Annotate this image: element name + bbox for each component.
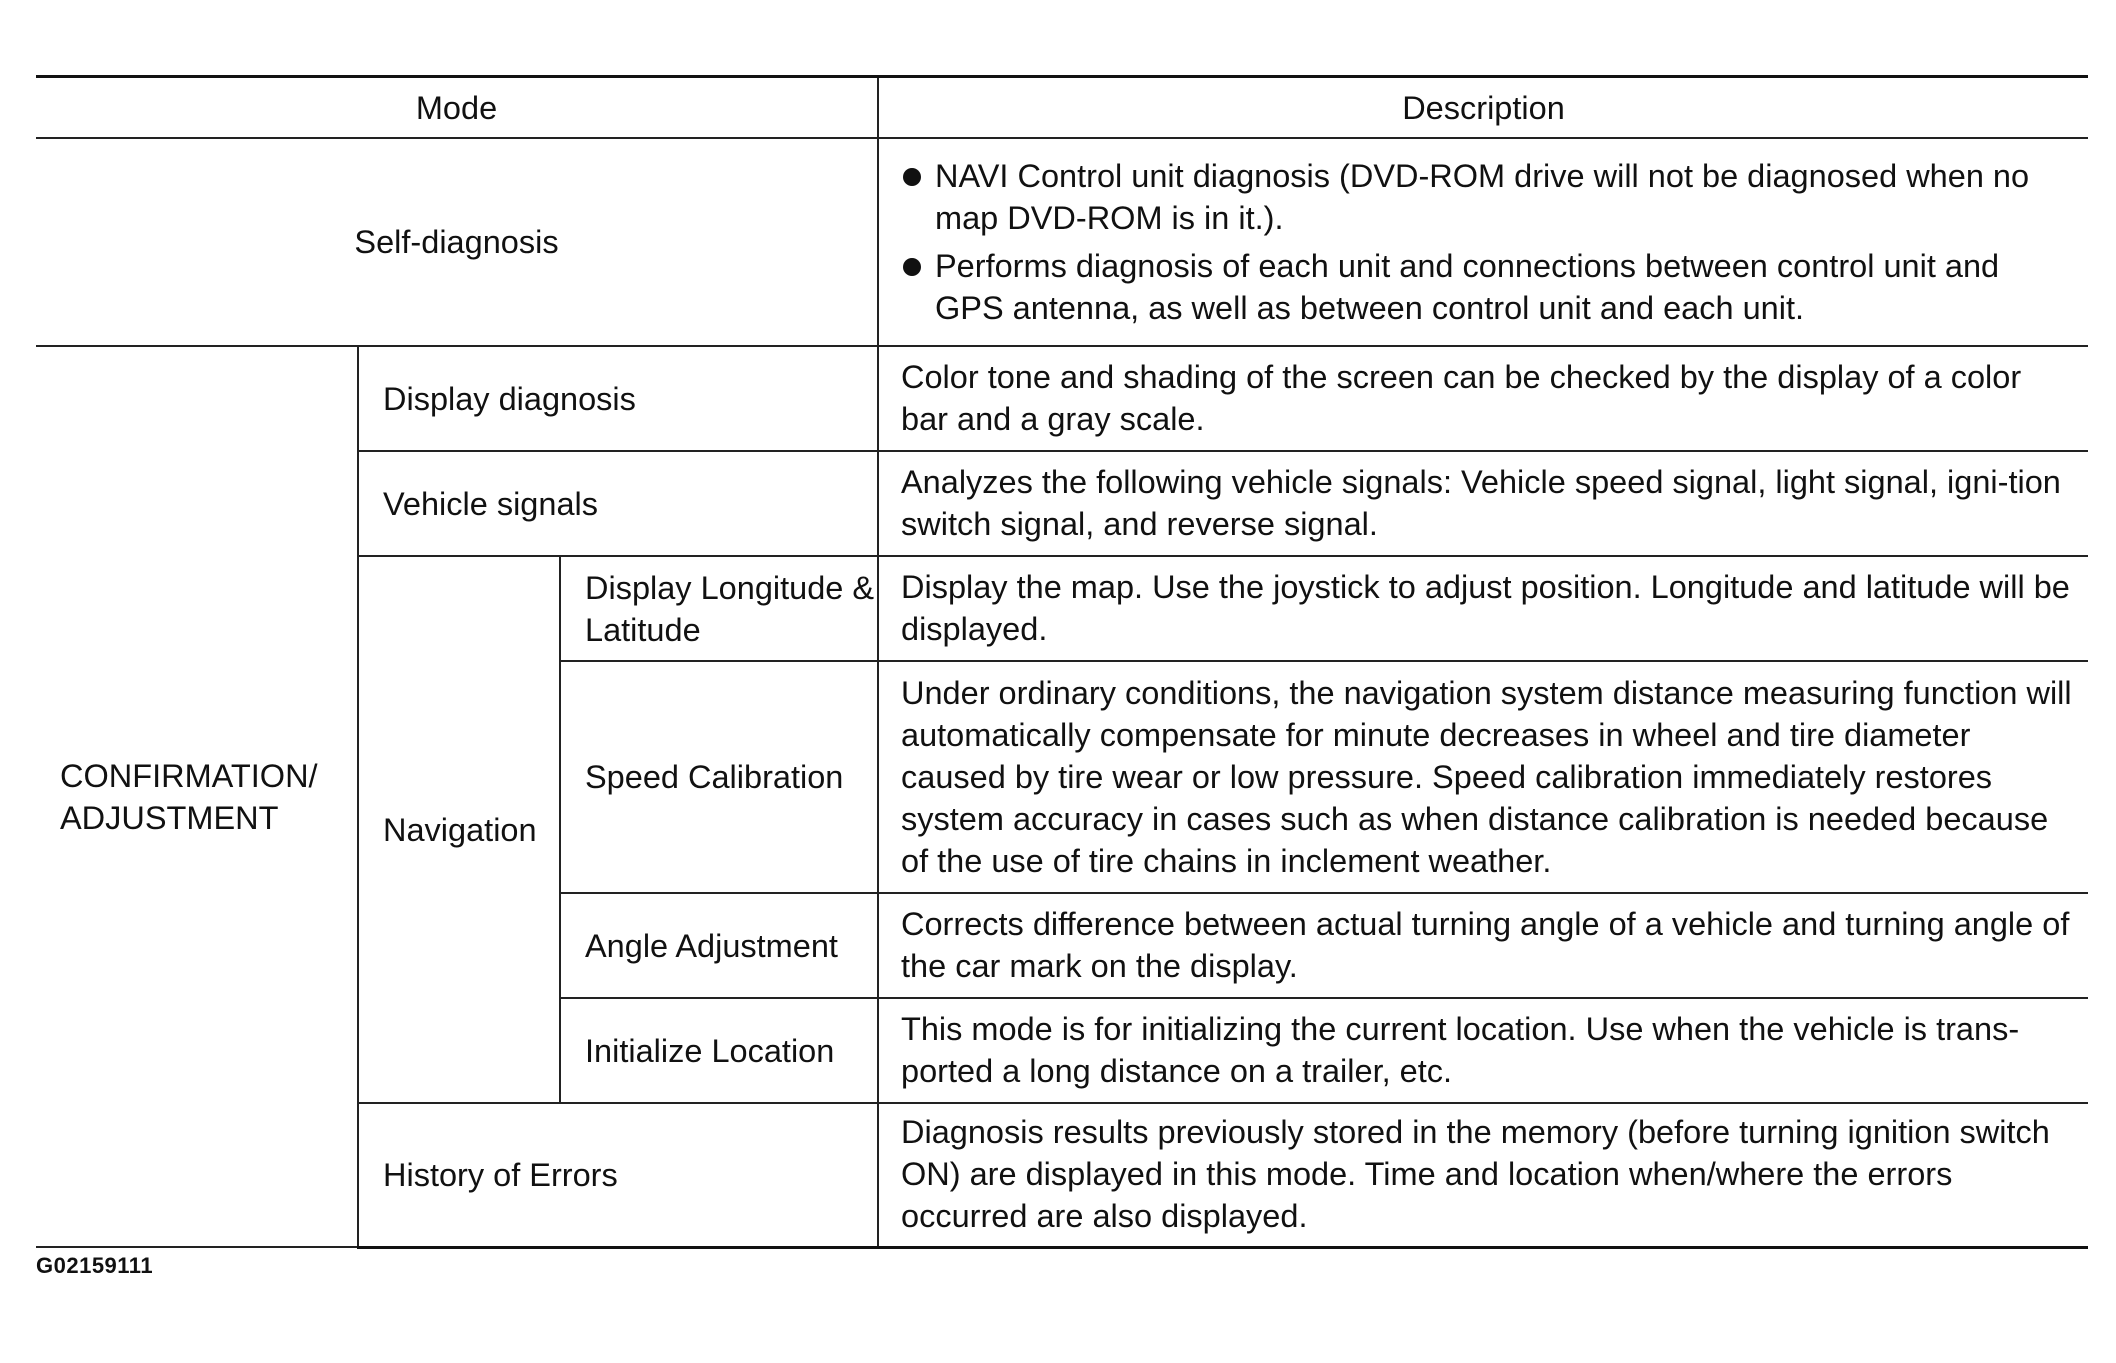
angle-adjustment-description: Corrects difference between actual turning angle of a vehicle and turning angle of the car mark on the display. <box>878 893 2088 998</box>
angle-adjustment-label: Angle Adjustment <box>560 893 878 998</box>
display-longitude-latitude-description: Display the map. Use the joystick to adjust position. Longitude and latitude will be displayed. <box>878 556 2088 661</box>
mode-table <box>36 75 2088 1249</box>
header-mode: Mode <box>36 77 878 139</box>
vehicle-signals-description: Analyzes the following vehicle signals: Vehicle speed signal, light signal, igni-tion switch signal, and reverse signal. <box>878 451 2088 556</box>
bullet-icon <box>903 258 921 276</box>
self-diagnosis-label: Self-diagnosis <box>36 138 878 346</box>
initialize-location-description: This mode is for initializing the current location. Use when the vehicle is trans-ported a long distance on a trailer, etc. <box>878 998 2088 1103</box>
bullet-text: Performs diagnosis of each unit and connections between control unit and GPS antenna, as well as between control unit and each unit. <box>935 247 2000 326</box>
row-self-diagnosis <box>36 138 2088 346</box>
display-diagnosis-description: Color tone and shading of the screen can be checked by the display of a color bar and a gray scale. <box>878 346 2088 451</box>
history-of-errors-label: History of Errors <box>358 1103 878 1247</box>
figure-code: G02159111 <box>36 1253 154 1278</box>
initialize-location-label: Initialize Location <box>560 998 878 1103</box>
speed-calibration-label: Speed Calibration <box>560 661 878 893</box>
confirmation-adjustment-label: CONFIRMATION/ ADJUSTMENT <box>36 346 358 1247</box>
header-row <box>36 77 2088 139</box>
navigation-label: Navigation <box>358 556 560 1103</box>
bullet-item <box>901 242 2074 332</box>
display-diagnosis-label: Display diagnosis <box>358 346 878 451</box>
row-display-diagnosis <box>36 346 2088 451</box>
bullet-icon <box>903 168 921 186</box>
display-longitude-latitude-label: Display Longitude & Latitude <box>560 556 878 661</box>
self-diagnosis-description <box>878 138 2088 346</box>
speed-calibration-description: Under ordinary conditions, the navigation system distance measuring function will automatically compensate for minute decreases in wheel and tire diameter caused by tire wear or low pressure. Speed calibration immediately restores system accuracy in cases such as when distance calibration is needed because of the use of tire chains in inclement weather. <box>878 661 2088 893</box>
history-of-errors-description: Diagnosis results previously stored in the memory (before turning ignition switch ON) are displayed in this mode. Time and location when/where the errors occurred are also displayed. <box>878 1103 2088 1247</box>
bullet-item <box>901 152 2074 242</box>
bullet-text: NAVI Control unit diagnosis (DVD-ROM drive will not be diagnosed when no map DVD-ROM is in it.). <box>935 157 2030 236</box>
vehicle-signals-label: Vehicle signals <box>358 451 878 556</box>
header-description: Description <box>878 77 2088 139</box>
